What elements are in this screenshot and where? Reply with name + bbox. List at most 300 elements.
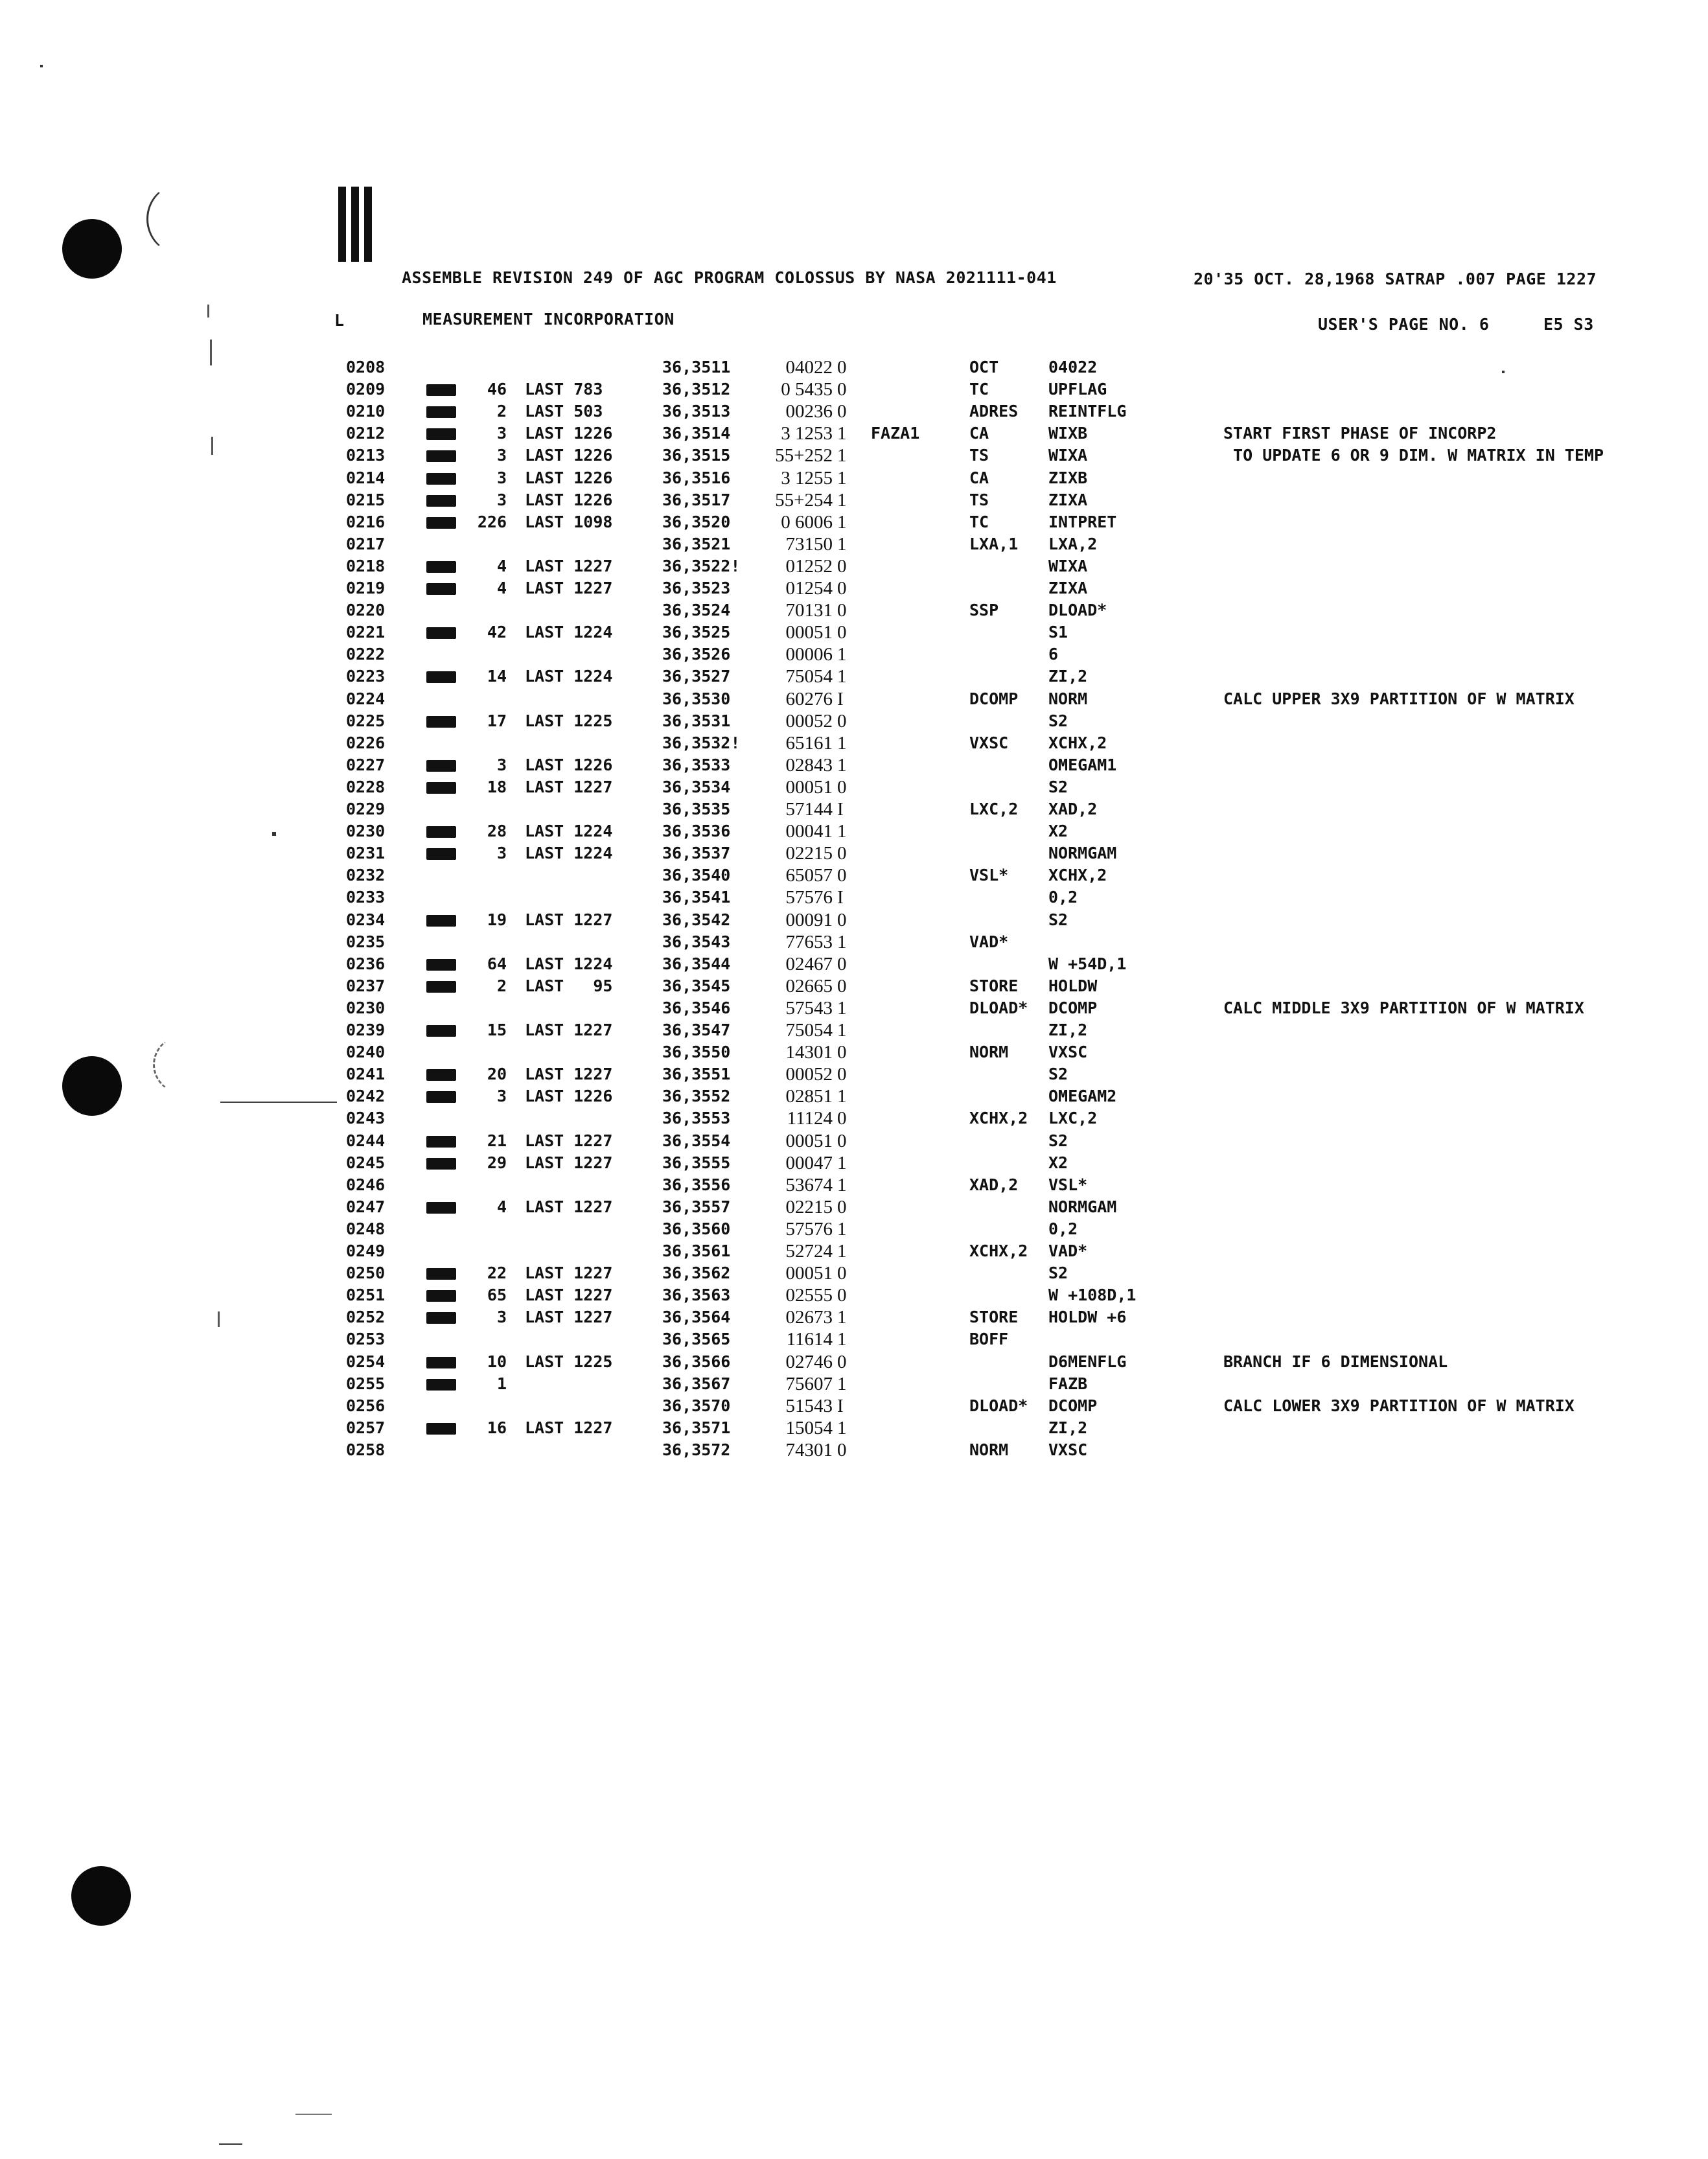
row-p: I: [837, 1396, 844, 1416]
row-addr: 36,3536: [662, 822, 731, 840]
row-p: 1: [837, 644, 847, 665]
row-comment: START FIRST PHASE OF INCORP2: [1223, 424, 1497, 443]
row-p: 0: [837, 1440, 847, 1460]
row-line: 0219: [346, 579, 386, 597]
row-code: 00041: [785, 821, 833, 842]
row-n: 3: [496, 844, 507, 862]
row-code: 02215: [785, 1197, 833, 1218]
row-operand: ZIXA: [1048, 579, 1088, 597]
row-n: 64: [487, 954, 507, 973]
row-op: NORM: [969, 1043, 1009, 1061]
row-op: LXC,2: [969, 800, 1019, 818]
row-line: 0251: [346, 1286, 386, 1304]
row-line: 0228: [346, 778, 386, 796]
row-code: 00052: [785, 1064, 833, 1085]
row-code: 11124: [787, 1108, 833, 1129]
row-op: XCHX,2: [969, 1109, 1028, 1127]
row-operand: 04022: [1048, 358, 1098, 376]
user-page-suffix: E5 S3: [1543, 315, 1594, 334]
row-last: LAST 1227: [525, 1021, 613, 1039]
row-line: 0250: [346, 1264, 386, 1282]
row-last: LAST 1227: [525, 1286, 613, 1304]
row-n: 4: [496, 1197, 507, 1216]
row-comment: CALC MIDDLE 3X9 PARTITION OF W MATRIX: [1223, 999, 1584, 1017]
row-code: 60276: [785, 689, 833, 710]
row-last: LAST 783: [525, 380, 603, 398]
row-line: 0234: [346, 910, 386, 929]
row-code: 14301: [785, 1042, 833, 1063]
row-addr: 36,3526: [662, 645, 731, 664]
row-op: VSL*: [969, 866, 1009, 884]
row-p: 0: [837, 777, 847, 798]
row-addr: 36,3537: [662, 844, 731, 862]
row-p: 0: [837, 1285, 847, 1306]
row-line: 0217: [346, 535, 386, 553]
row-code: 0 5435: [781, 379, 833, 400]
row-p: 0: [837, 954, 847, 975]
row-addr: 36,3552: [662, 1087, 731, 1105]
row-op: XAD,2: [969, 1175, 1019, 1194]
row-operand: WIXA: [1048, 557, 1088, 575]
row-last: LAST 1227: [525, 557, 613, 575]
row-operand: FAZB: [1048, 1374, 1088, 1393]
row-operand: VSL*: [1048, 1175, 1088, 1194]
row-n: 17: [487, 711, 507, 730]
row-operand: S1: [1048, 623, 1068, 641]
row-line: 0240: [346, 1043, 386, 1061]
row-code: 70131: [785, 600, 833, 621]
row-p: 1: [837, 1329, 847, 1350]
row-code: 57576: [785, 887, 833, 908]
row-n: 22: [487, 1264, 507, 1282]
row-addr: 36,3556: [662, 1175, 731, 1194]
row-p: 1: [837, 1086, 847, 1107]
row-line: 0226: [346, 733, 386, 752]
row-line: 0230: [346, 822, 386, 840]
row-addr: 36,3555: [662, 1153, 731, 1172]
row-n: 3: [496, 468, 507, 487]
row-p: 1: [837, 1307, 847, 1328]
page-header-left: ASSEMBLE REVISION 249 OF AGC PROGRAM COLOSSUS BY NASA 2021111-041: [402, 268, 1057, 287]
row-p: 1: [837, 733, 847, 754]
row-last: LAST 1227: [525, 1197, 613, 1216]
row-p: 0: [837, 379, 847, 400]
row-operand: VXSC: [1048, 1440, 1088, 1459]
row-n: 15: [487, 1021, 507, 1039]
row-line: 0246: [346, 1175, 386, 1194]
row-last: LAST 1227: [525, 1418, 613, 1437]
row-code: 11614: [786, 1329, 833, 1350]
row-operand: 0,2: [1048, 1219, 1078, 1238]
row-code: 0 6006: [781, 512, 833, 533]
row-label: FAZA1: [871, 424, 920, 443]
row-line: 0249: [346, 1241, 386, 1260]
row-line: 0233: [346, 888, 386, 906]
punch-hole-bottom: [71, 1866, 131, 1926]
row-operand: 6: [1048, 645, 1059, 664]
row-p: 0: [837, 1263, 847, 1284]
row-n: 2: [496, 976, 507, 995]
row-addr: 36,3521: [662, 535, 731, 553]
row-operand: DLOAD*: [1048, 601, 1107, 619]
row-addr: 36,3547: [662, 1021, 731, 1039]
row-n: 3: [496, 1308, 507, 1326]
row-addr: 36,3515: [662, 446, 731, 465]
row-last: LAST 1227: [525, 1153, 613, 1172]
row-line: 0254: [346, 1352, 386, 1371]
row-p: 1: [837, 490, 847, 511]
row-code: 73150: [785, 534, 833, 555]
row-code: 00051: [785, 777, 833, 798]
row-addr: 36,3550: [662, 1043, 731, 1061]
row-addr: 36,3554: [662, 1131, 731, 1150]
row-comment: BRANCH IF 6 DIMENSIONAL: [1223, 1352, 1448, 1371]
row-n: 2: [496, 402, 507, 421]
row-n: 3: [496, 424, 507, 443]
row-addr: 36,3511: [662, 358, 731, 376]
row-op: STORE: [969, 976, 1019, 995]
row-line: 0248: [346, 1219, 386, 1238]
row-addr: 36,3522!: [662, 557, 741, 575]
row-operand: S2: [1048, 1065, 1068, 1083]
row-n: 4: [496, 557, 507, 575]
row-operand: NORM: [1048, 689, 1088, 708]
speck: [219, 2143, 242, 2145]
margin-mark: [218, 1311, 220, 1327]
row-operand: S2: [1048, 778, 1068, 796]
row-operand: NORMGAM: [1048, 1197, 1117, 1216]
row-line: 0229: [346, 800, 386, 818]
row-last: LAST 1224: [525, 623, 613, 641]
row-last: LAST 1227: [525, 1308, 613, 1326]
row-p: 0: [837, 622, 847, 643]
row-last: LAST 1227: [525, 1131, 613, 1150]
row-last: LAST 1224: [525, 844, 613, 862]
row-last: LAST 95: [525, 976, 613, 995]
row-op: NORM: [969, 1440, 1009, 1459]
row-p: 1: [837, 1241, 847, 1262]
row-line: 0212: [346, 424, 386, 443]
row-n: 42: [487, 623, 507, 641]
row-code: 02851: [785, 1086, 833, 1107]
row-line: 0221: [346, 623, 386, 641]
row-n: 28: [487, 822, 507, 840]
row-line: 0220: [346, 601, 386, 619]
row-line: 0210: [346, 402, 386, 421]
row-op: VXSC: [969, 733, 1009, 752]
row-op: ADRES: [969, 402, 1019, 421]
row-addr: 36,3545: [662, 976, 731, 995]
row-addr: 36,3531: [662, 711, 731, 730]
row-line: 0235: [346, 932, 386, 951]
row-n: 20: [487, 1065, 507, 1083]
row-operand: LXA,2: [1048, 535, 1098, 553]
row-addr: 36,3563: [662, 1286, 731, 1304]
row-n: 3: [496, 491, 507, 509]
row-op: DCOMP: [969, 689, 1019, 708]
row-addr: 36,3561: [662, 1241, 731, 1260]
row-operand: W +54D,1: [1048, 954, 1127, 973]
row-line: 0253: [346, 1330, 386, 1348]
row-last: LAST 1225: [525, 711, 613, 730]
row-addr: 36,3544: [662, 954, 731, 973]
row-operand: HOLDW: [1048, 976, 1098, 995]
row-p: I: [837, 887, 844, 908]
row-n: 14: [487, 667, 507, 686]
row-code: 57144: [785, 799, 833, 820]
row-line: 0237: [346, 976, 386, 995]
row-operand: S2: [1048, 910, 1068, 929]
row-op: DLOAD*: [969, 999, 1028, 1017]
row-op: TS: [969, 446, 989, 465]
row-operand: 0,2: [1048, 888, 1078, 906]
row-code: 52724: [785, 1241, 833, 1262]
row-operand: W +108D,1: [1048, 1286, 1137, 1304]
row-operand: S2: [1048, 1131, 1068, 1150]
row-last: LAST 1224: [525, 667, 613, 686]
row-p: 0: [837, 401, 847, 422]
row-addr: 36,3557: [662, 1197, 731, 1216]
row-op: XCHX,2: [969, 1241, 1028, 1260]
row-n: 29: [487, 1153, 507, 1172]
row-addr: 36,3513: [662, 402, 731, 421]
row-line: 0236: [346, 954, 386, 973]
row-addr: 36,3567: [662, 1374, 731, 1393]
row-addr: 36,3534: [662, 778, 731, 796]
row-operand: INTPRET: [1048, 513, 1117, 531]
row-code: 02673: [785, 1307, 833, 1328]
row-addr: 36,3551: [662, 1065, 731, 1083]
row-line: 0218: [346, 557, 386, 575]
row-code: 00051: [785, 622, 833, 643]
row-operand: DCOMP: [1048, 1396, 1098, 1415]
row-operand: LXC,2: [1048, 1109, 1098, 1127]
row-p: 0: [837, 357, 847, 378]
row-line: 0239: [346, 1021, 386, 1039]
punch-hole-top: [62, 219, 122, 279]
row-addr: 36,3512: [662, 380, 731, 398]
row-addr: 36,3524: [662, 601, 731, 619]
row-n: 65: [487, 1286, 507, 1304]
section-mark: L: [334, 311, 345, 330]
row-op: TS: [969, 491, 989, 509]
row-operand: XAD,2: [1048, 800, 1098, 818]
row-p: 1: [837, 1153, 847, 1173]
row-last: LAST 1227: [525, 1264, 613, 1282]
row-addr: 36,3564: [662, 1308, 731, 1326]
row-code: 55+254: [775, 490, 833, 511]
row-code: 01254: [785, 578, 833, 599]
row-line: 0227: [346, 756, 386, 774]
row-operand: OMEGAM1: [1048, 756, 1117, 774]
row-operand: ZI,2: [1048, 1418, 1088, 1437]
page-header-right: 20'35 OCT. 28,1968 SATRAP .007 PAGE 1227: [1194, 270, 1597, 288]
row-n: 3: [496, 756, 507, 774]
punch-hole-ring-middle: [153, 1034, 220, 1095]
row-addr: 36,3570: [662, 1396, 731, 1415]
row-addr: 36,3525: [662, 623, 731, 641]
row-operand: DCOMP: [1048, 999, 1098, 1017]
row-addr: 36,3572: [662, 1440, 731, 1459]
row-p: 0: [837, 578, 847, 599]
row-op: BOFF: [969, 1330, 1009, 1348]
row-code: 02843: [785, 755, 833, 776]
row-n: 4: [496, 579, 507, 597]
row-code: 01252: [785, 556, 833, 577]
row-addr: 36,3540: [662, 866, 731, 884]
row-code: 3 1253: [781, 423, 833, 444]
row-p: 0: [837, 600, 847, 621]
speck: [40, 65, 43, 67]
row-p: 0: [837, 1131, 847, 1151]
row-addr: 36,3543: [662, 932, 731, 951]
row-line: 0222: [346, 645, 386, 664]
row-code: 51543: [785, 1396, 833, 1416]
row-addr: 36,3541: [662, 888, 731, 906]
row-code: 57576: [785, 1219, 833, 1240]
punch-hole-middle: [62, 1056, 122, 1116]
row-operand: UPFLAG: [1048, 380, 1107, 398]
row-line: 0213: [346, 446, 386, 465]
row-operand: ZIXB: [1048, 468, 1088, 487]
row-operand: S2: [1048, 1264, 1068, 1282]
row-p: 1: [837, 534, 847, 555]
row-addr: 36,3542: [662, 910, 731, 929]
row-p: I: [837, 689, 844, 710]
row-n: 18: [487, 778, 507, 796]
row-op: TC: [969, 513, 989, 531]
row-p: 0: [837, 556, 847, 577]
row-line: 0223: [346, 667, 386, 686]
row-n: 21: [487, 1131, 507, 1150]
row-p: 0: [837, 1108, 847, 1129]
row-operand: D6MENFLG: [1048, 1352, 1127, 1371]
margin-line: [295, 2114, 332, 2115]
row-addr: 36,3527: [662, 667, 731, 686]
row-code: 3 1255: [781, 468, 833, 489]
row-addr: 36,3565: [662, 1330, 731, 1348]
row-op: SSP: [969, 601, 999, 619]
row-code: 00047: [785, 1153, 833, 1173]
row-p: 1: [837, 821, 847, 842]
row-last: LAST 1227: [525, 910, 613, 929]
row-n: 226: [477, 513, 507, 531]
row-operand: VXSC: [1048, 1043, 1088, 1061]
row-line: 0208: [346, 358, 386, 376]
row-operand: NORMGAM: [1048, 844, 1117, 862]
row-n: 19: [487, 910, 507, 929]
binder-mark: [338, 187, 372, 264]
row-op: CA: [969, 424, 989, 443]
section-title: MEASUREMENT INCORPORATION: [422, 310, 675, 329]
row-code: 00052: [785, 711, 833, 732]
row-operand: ZI,2: [1048, 1021, 1088, 1039]
row-line: 0209: [346, 380, 386, 398]
row-n: 16: [487, 1418, 507, 1437]
row-last: LAST 1226: [525, 491, 613, 509]
row-code: 00091: [785, 910, 833, 930]
speck: [1502, 371, 1505, 373]
row-addr: 36,3517: [662, 491, 731, 509]
row-p: 0: [837, 711, 847, 732]
row-code: 75607: [785, 1374, 833, 1394]
row-line: 0257: [346, 1418, 386, 1437]
row-line: 0244: [346, 1131, 386, 1150]
row-n: 10: [487, 1352, 507, 1371]
row-operand: VAD*: [1048, 1241, 1088, 1260]
row-operand: WIXA: [1048, 446, 1088, 465]
row-line: 0231: [346, 844, 386, 862]
row-code: 65057: [785, 865, 833, 886]
row-p: 1: [837, 445, 847, 466]
row-n: 3: [496, 1087, 507, 1105]
row-p: 0: [837, 1064, 847, 1085]
row-p: 0: [837, 1042, 847, 1063]
row-operand: REINTFLG: [1048, 402, 1127, 421]
row-last: LAST 1226: [525, 756, 613, 774]
row-p: 1: [837, 468, 847, 489]
row-p: 1: [837, 512, 847, 533]
row-last: LAST 1226: [525, 446, 613, 465]
row-code: 02467: [785, 954, 833, 975]
row-last: LAST 1227: [525, 1065, 613, 1083]
row-code: 57543: [785, 998, 833, 1019]
row-line: 0242: [346, 1087, 386, 1105]
row-operand: X2: [1048, 822, 1068, 840]
row-addr: 36,3535: [662, 800, 731, 818]
row-code: 00236: [785, 401, 833, 422]
row-code: 55+252: [775, 445, 833, 466]
row-code: 74301: [785, 1440, 833, 1460]
row-line: 0214: [346, 468, 386, 487]
row-addr: 36,3571: [662, 1418, 731, 1437]
row-last: LAST 1224: [525, 954, 613, 973]
row-n: 46: [487, 380, 507, 398]
row-addr: 36,3532!: [662, 733, 741, 752]
row-addr: 36,3533: [662, 756, 731, 774]
row-op: DLOAD*: [969, 1396, 1028, 1415]
row-line: 0245: [346, 1153, 386, 1172]
row-last: LAST 503: [525, 402, 603, 421]
row-p: 0: [837, 1352, 847, 1372]
row-addr: 36,3516: [662, 468, 731, 487]
row-last: LAST 1226: [525, 468, 613, 487]
row-last: LAST 1227: [525, 778, 613, 796]
row-line: 0252: [346, 1308, 386, 1326]
row-p: 1: [837, 1175, 847, 1195]
row-addr: 36,3546: [662, 999, 731, 1017]
row-code: 04022: [785, 357, 833, 378]
row-operand: OMEGAM2: [1048, 1087, 1117, 1105]
row-line: 0258: [346, 1440, 386, 1459]
row-operand: XCHX,2: [1048, 733, 1107, 752]
row-code: 00051: [785, 1131, 833, 1151]
row-op: TC: [969, 380, 989, 398]
row-p: 1: [837, 1418, 847, 1438]
row-addr: 36,3553: [662, 1109, 731, 1127]
row-addr: 36,3566: [662, 1352, 731, 1371]
row-n: 3: [496, 446, 507, 465]
row-n: 1: [496, 1374, 507, 1393]
row-code: 65161: [785, 733, 833, 754]
row-last: LAST 1225: [525, 1352, 613, 1371]
margin-mark: [211, 437, 213, 455]
row-operand: X2: [1048, 1153, 1068, 1172]
row-op: OCT: [969, 358, 999, 376]
row-comment: CALC UPPER 3X9 PARTITION OF W MATRIX: [1223, 689, 1575, 708]
row-p: 0: [837, 843, 847, 864]
row-last: LAST 1098: [525, 513, 613, 531]
